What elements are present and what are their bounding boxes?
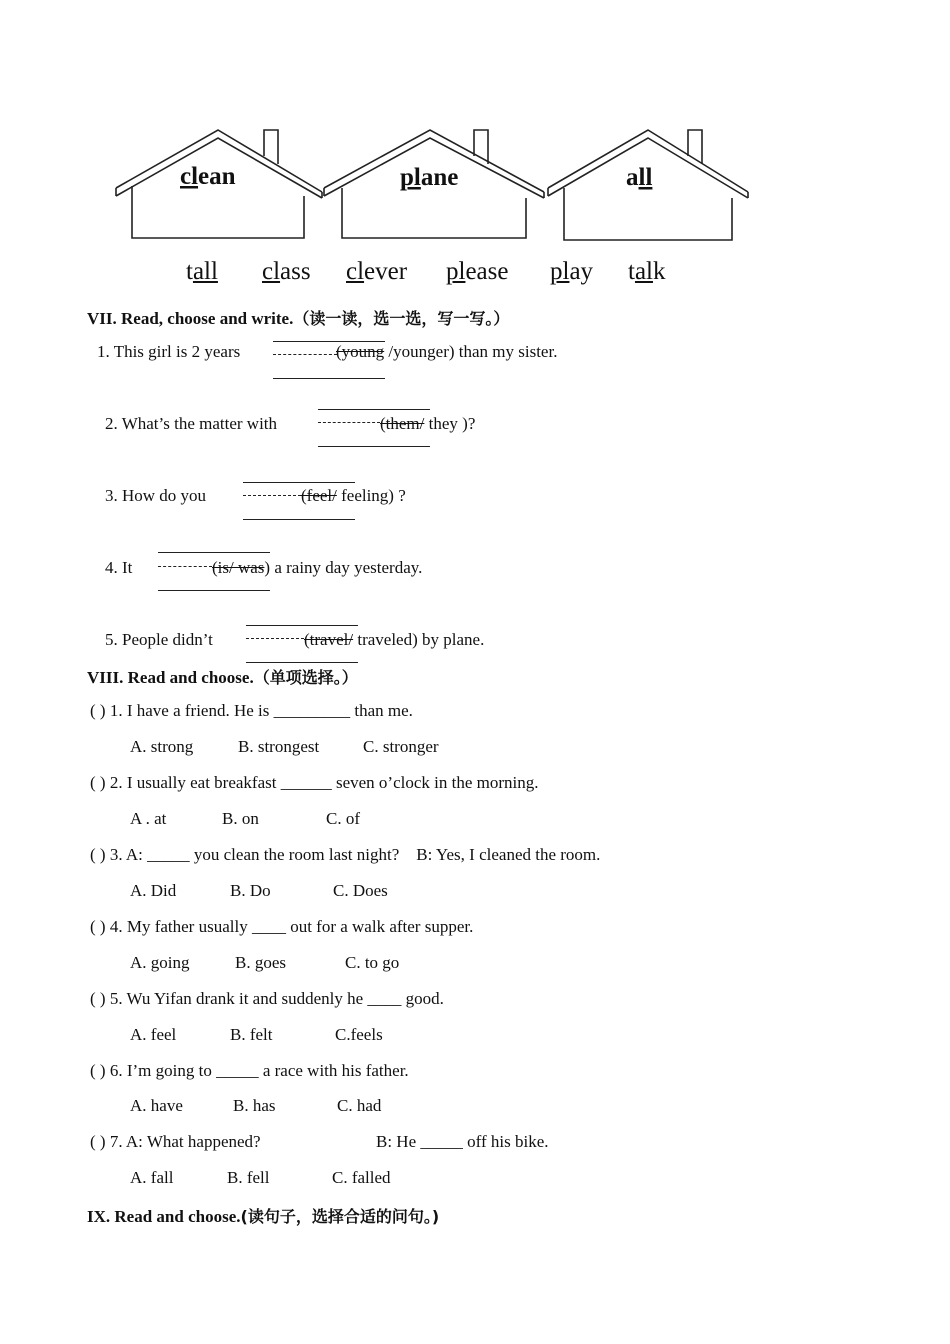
word-choice: tall — [186, 258, 218, 285]
option[interactable]: A. feel — [130, 1025, 177, 1044]
question-3: ( ) 3. A: _____ you clean the room last night? B: Yes, I cleaned the room. — [90, 845, 601, 864]
answer-blank — [158, 552, 270, 553]
answer-blank — [158, 566, 212, 567]
answer-paren[interactable]: ( ) — [90, 701, 106, 720]
answer-paren[interactable]: ( ) — [90, 1132, 106, 1151]
answer-blank — [318, 446, 430, 447]
option[interactable]: B. on — [222, 809, 259, 828]
answer-blank — [243, 495, 301, 496]
answer-blank — [318, 422, 380, 423]
fill-sentence: 3. How do you — [105, 486, 207, 505]
question-7-part-b: B: He _____ off his bike. — [376, 1132, 549, 1151]
option[interactable]: A. Did — [130, 881, 177, 900]
option[interactable]: C. of — [326, 809, 360, 828]
question-7: ( ) 7. A: What happened? — [90, 1132, 261, 1151]
word-choice: talk — [628, 258, 666, 285]
answer-blank — [246, 662, 358, 663]
section-heading-viii: VIII. Read and choose.（单项选择。） — [87, 668, 358, 687]
word-options: (travel/ traveled) by plane. — [304, 630, 485, 649]
option[interactable]: A. going — [130, 953, 190, 972]
option[interactable]: C. to go — [345, 953, 400, 972]
option[interactable]: A. fall — [130, 1168, 174, 1187]
fill-sentence: 5. People didn’t — [105, 630, 213, 649]
houses-illustration — [112, 126, 752, 246]
answer-blank — [243, 519, 355, 520]
answer-paren[interactable]: ( ) — [90, 989, 106, 1008]
section-heading-vii: VII. Read, choose and write.（读一读，选一选，写一写。） — [87, 309, 510, 328]
option[interactable]: A. strong — [130, 737, 194, 756]
answer-blank — [158, 590, 270, 591]
option[interactable]: B. felt — [230, 1025, 273, 1044]
answer-blank — [318, 409, 430, 410]
answer-paren[interactable]: ( ) — [90, 845, 106, 864]
word-choice: class — [262, 258, 311, 285]
answer-blank — [246, 625, 358, 626]
answer-paren[interactable]: ( ) — [90, 1061, 106, 1080]
option[interactable]: C. stronger — [363, 737, 439, 756]
option[interactable]: C. falled — [332, 1168, 391, 1187]
house-word-clean: clean — [180, 163, 236, 190]
option[interactable]: B. strongest — [238, 737, 320, 756]
word-options: (is/ was) a rainy day yesterday. — [212, 558, 423, 577]
answer-paren[interactable]: ( ) — [90, 773, 106, 792]
option[interactable]: B. goes — [235, 953, 286, 972]
option[interactable]: A . at — [130, 809, 167, 828]
word-choice: play — [550, 258, 594, 285]
question-2: ( ) 2. I usually eat breakfast ______ seven o’clock in the morning. — [90, 773, 539, 792]
option[interactable]: B. Do — [230, 881, 271, 900]
answer-blank — [273, 378, 385, 379]
option[interactable]: C. had — [337, 1096, 382, 1115]
house-word-all: all — [626, 164, 653, 191]
answer-blank — [246, 638, 304, 639]
section-heading-ix: IX. Read and choose.(读句子，选择合适的问句。) — [87, 1207, 440, 1226]
question-1: ( ) 1. I have a friend. He is _________ than me. — [90, 701, 413, 720]
option[interactable]: C. Does — [333, 881, 388, 900]
word-choice: clever — [346, 258, 408, 285]
answer-paren[interactable]: ( ) — [90, 917, 106, 936]
word-options: (them/ they )? — [380, 414, 476, 433]
house-word-plane: plane — [400, 164, 459, 191]
option[interactable]: C.feels — [335, 1025, 383, 1044]
option[interactable]: B. has — [233, 1096, 276, 1115]
word-options: (young /younger) than my sister. — [336, 342, 558, 361]
option[interactable]: B. fell — [227, 1168, 270, 1187]
fill-sentence: 1. This girl is 2 years — [97, 342, 241, 361]
answer-blank — [273, 354, 337, 355]
word-choice: please — [446, 258, 509, 285]
word-options: (feel/ feeling) ? — [301, 486, 406, 505]
answer-blank — [243, 482, 355, 483]
question-4: ( ) 4. My father usually ____ out for a walk after supper. — [90, 917, 474, 936]
option[interactable]: A. have — [130, 1096, 183, 1115]
question-6: ( ) 6. I’m going to _____ a race with his father. — [90, 1061, 409, 1080]
question-5: ( ) 5. Wu Yifan drank it and suddenly he ____ good. — [90, 989, 444, 1008]
fill-sentence: 4. It — [105, 558, 133, 577]
fill-sentence: 2. What’s the matter with — [105, 414, 278, 433]
